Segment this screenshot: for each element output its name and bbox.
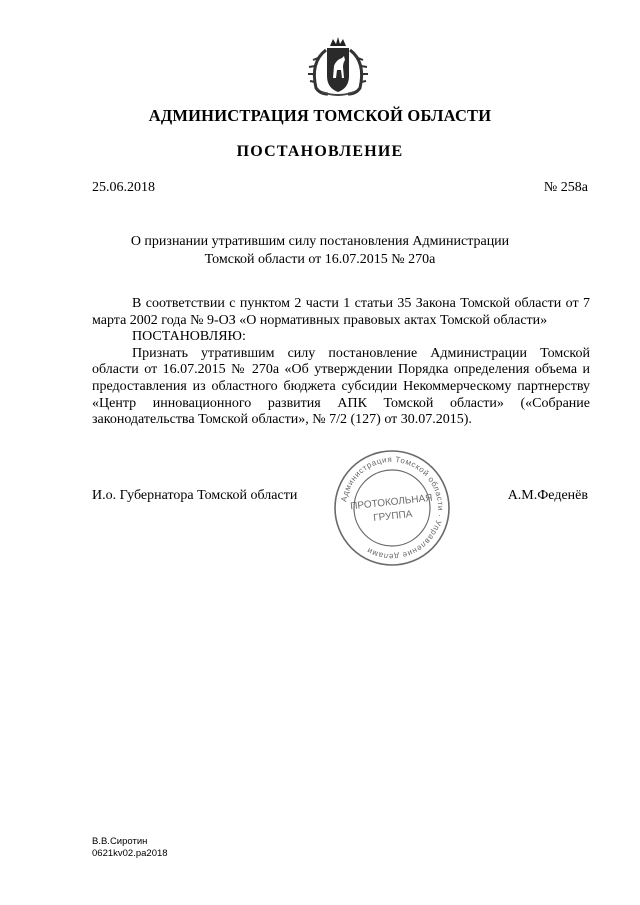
decree-word: ПОСТАНОВЛЯЮ:	[132, 329, 246, 345]
executor-name: В.В.Сиротин	[92, 836, 148, 847]
document-subject	[0, 233, 640, 269]
subject-line-1: О признании утратившим силу постановления Администрации	[130, 234, 510, 249]
document-type-heading: ПОСТАНОВЛЕНИЕ	[236, 143, 404, 160]
preamble-paragraph: В соответствии с пунктом 2 части 1 статьи 35 Закона Томской области от 7 марта 2002 года № 9-ОЗ «О нормативных правовых актах Томской области»	[92, 296, 590, 328]
organization-title: АДМИНИСТРАЦИЯ ТОМСКОЙ ОБЛАСТИ	[148, 106, 492, 125]
official-stamp	[332, 448, 452, 568]
subject-line-2: Томской области от 16.07.2015 № 270а	[204, 252, 436, 267]
coat-of-arms-icon	[296, 36, 380, 98]
document-date: 25.06.2018	[92, 180, 155, 195]
stamp-ring-text: Администрация Томской области · Управление делами	[339, 454, 446, 562]
document-code: 0621kv02.pa2018	[92, 848, 168, 859]
resolution-paragraph: Признать утратившим силу постановление Администрации Томской области от 16.07.2015 № 270а «Об утверждении Порядка определения объема и предоставления из областного бюджета субсидии Некоммерческому партнерству «Центр инновационного развития АПК Томской области» («Собрание законодательства Томской области», № 7/2 (127) от 30.07.2015).	[92, 345, 590, 428]
document-body	[92, 296, 590, 429]
signatory-title: И.о. Губернатора Томской области	[92, 488, 298, 503]
document-number: № 258а	[543, 180, 588, 195]
signatory-name: А.М.Феденёв	[507, 488, 588, 503]
stamp-center-line-2: ГРУППА	[372, 508, 413, 524]
stamp-center-line-1: ПРОТОКОЛЬНАЯ	[349, 492, 434, 513]
